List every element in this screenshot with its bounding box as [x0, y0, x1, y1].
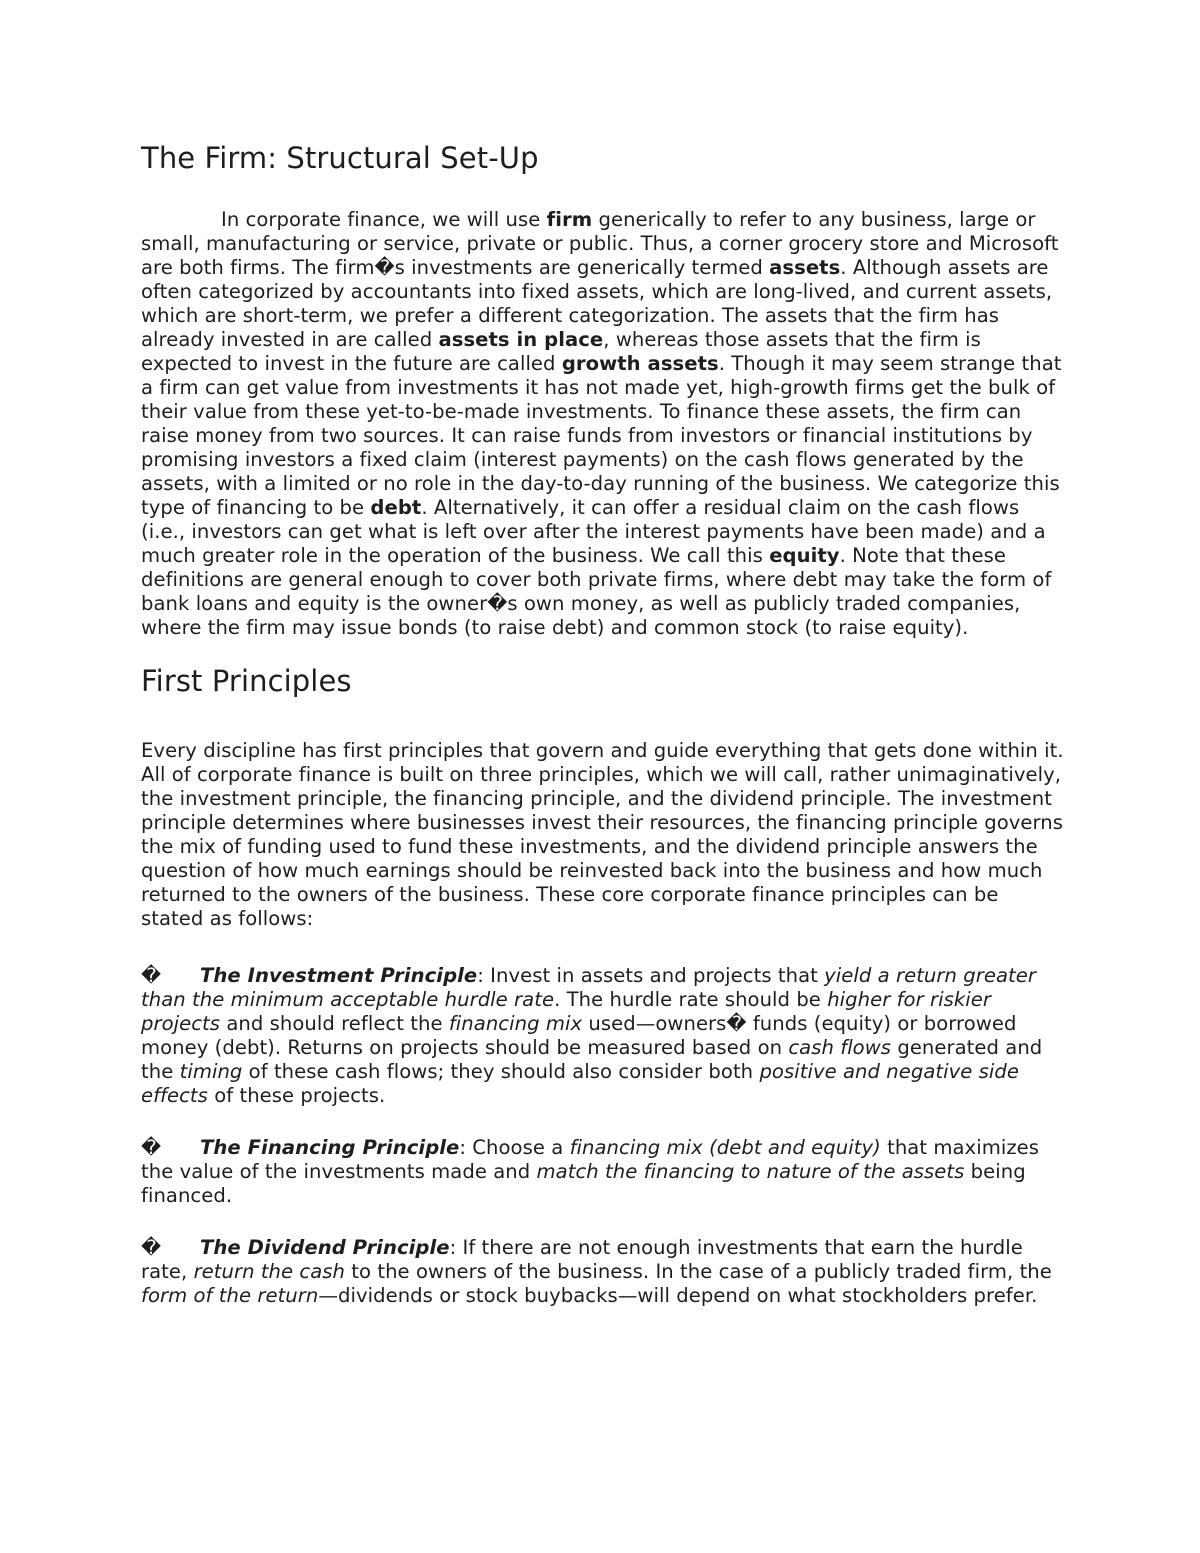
- principle-text: : If there are not enough investments that earn the hurdle rate, return the cash to the owners of the business. In the case of a publicly traded firm, the form of the return—dividends or stock buybacks—will depend on what stockholders prefer.: [141, 1236, 1052, 1307]
- financing-principle-item: [141, 1136, 1066, 1208]
- principle-name: The Dividend Principle: [200, 1236, 450, 1259]
- italic-phrase: yield a return greater than the minimum acceptable hurdle rate: [141, 964, 1036, 1011]
- investment-principle-item: [141, 964, 1066, 1108]
- italic-phrase: cash flows: [788, 1036, 892, 1059]
- bold-term: debt: [370, 496, 422, 519]
- bullet-glyph: �: [141, 1236, 162, 1259]
- first-principles-paragraph: Every discipline has first principles that govern and guide everything that gets done within it. All of corporate finance is built on three principles, which we will call, rather unimaginatively, the investment principle, the financing principle, and the dividend principle. The investment principle determines where businesses invest their resources, the financing principle governs the mix of funding used to fund these investments, and the dividend principle answers the question of how much earnings should be reinvested back into the business and how much returned to the owners of the business. These core corporate finance principles can be stated as follows:: [141, 739, 1064, 930]
- italic-phrase: match the financing to nature of the assets: [536, 1160, 965, 1183]
- italic-phrase: financing mix: [448, 1012, 583, 1035]
- bullet-glyph: �: [141, 1136, 162, 1159]
- principle-text: : Invest in assets and projects that yield a return greater than the minimum acceptable hurdle rate. The hurdle rate should be higher for riskier projects and should reflect the financing mix used—owners� funds (equity) or borrowed money (debt). Returns on projects should be measured based on cash flows generated and the timing of these cash flows; they should also consider both positive and negative side effects of these projects.: [141, 964, 1043, 1107]
- dividend-principle-item: [141, 1236, 1066, 1308]
- bold-term: firm: [546, 208, 593, 231]
- section-heading-firm-structure: The Firm: Structural Set-Up: [141, 141, 539, 175]
- bold-term: growth assets: [561, 352, 719, 375]
- firm-structure-paragraph: In corporate finance, we will use firm generically to refer to any business, large or small, manufacturing or service, private or public. Thus, a corner grocery store and Microsoft are both firms. The firm�s investments are generically termed assets. Although assets are often categorized by accountants into fixed assets, which are long-lived, and current assets, which are short-term, we prefer a different categorization. The assets that the firm has already invested in are called assets in place, whereas those assets that the firm is expected to invest in the future are called growth assets. Though it may seem strange that a firm can get value from investments it has not made yet, high-growth firms get the bulk of their value from these yet-to-be-made investments. To finance these assets, the firm can raise money from two sources. It can raise funds from investors or financial institutions by promising investors a fixed claim (interest payments) on the cash flows generated by the assets, with a limited or no role in the day-to-day running of the business. We categorize this type of financing to be debt. Alternatively, it can offer a residual claim on the cash flows (i.e., investors can get what is left over after the interest payments have been made) and a much greater role in the operation of the business. We call this equity. Note that these definitions are general enough to cover both private firms, where debt may take the form of bank loans and equity is the owner�s own money, as well as publicly traded companies, where the firm may issue bonds (to raise debt) and common stock (to raise equity).: [141, 208, 1062, 639]
- principle-name: The Financing Principle: [200, 1136, 460, 1159]
- bullet-glyph: �: [141, 964, 162, 987]
- principle-name: The Investment Principle: [200, 964, 478, 987]
- document-page: [141, 140, 1066, 1336]
- bold-term: assets in place: [438, 328, 604, 351]
- italic-phrase: financing mix (debt and equity): [569, 1136, 881, 1159]
- italic-phrase: positive and negative side effects: [141, 1060, 1019, 1107]
- italic-phrase: return the cash: [193, 1260, 346, 1283]
- principle-text: : Choose a financing mix (debt and equity) that maximizes the value of the investments made and match the financing to nature of the assets being financed.: [141, 1136, 1040, 1207]
- bold-term: assets: [769, 256, 841, 279]
- section-heading-first-principles: First Principles: [141, 664, 352, 698]
- italic-phrase: timing: [179, 1060, 243, 1083]
- italic-phrase: higher for riskier projects: [141, 988, 991, 1035]
- italic-phrase: form of the return: [141, 1284, 319, 1307]
- bold-term: equity: [769, 544, 840, 567]
